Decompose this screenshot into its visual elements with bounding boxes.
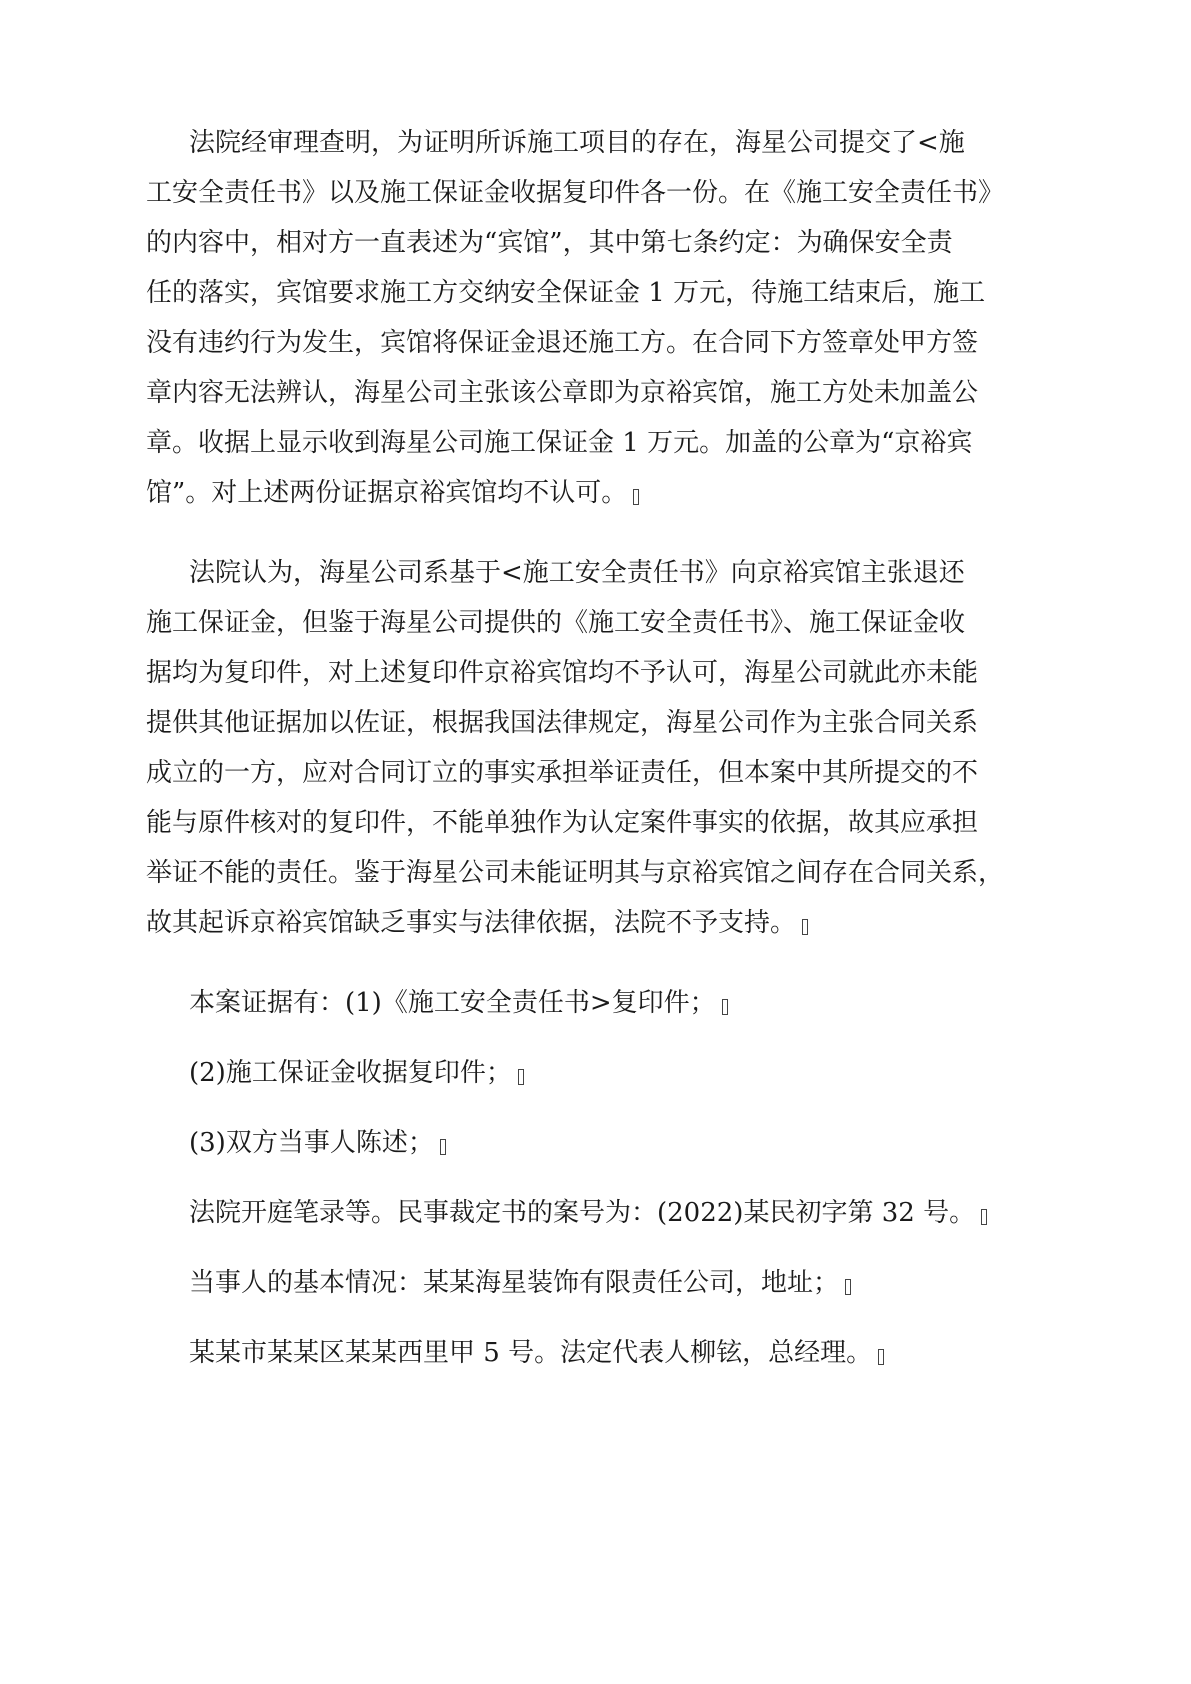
paragraph-line-last bbox=[146, 478, 639, 508]
evidence-item-1 bbox=[189, 988, 728, 1018]
paragraph-line: 章。收据上显示收到海星公司施工保证金 1 万元。加盖的公章为“京裕宾 bbox=[146, 428, 973, 458]
evidence-text: 本案证据有：(1)《施工安全责任书>复印件； bbox=[189, 988, 716, 1018]
address-line bbox=[189, 1338, 884, 1368]
address-text: 某某市某某区某某西里甲 5 号。法定代表人柳铉，总经理。 bbox=[189, 1338, 873, 1368]
court-record-text: 法院开庭笔录等。民事裁定书的案号为：(2022)某民初字第 32 号。 bbox=[189, 1198, 976, 1228]
paragraph-line-last bbox=[146, 908, 808, 938]
paragraph-line: 法院经审理查明，为证明所诉施工项目的存在，海星公司提交了<施 bbox=[189, 128, 965, 158]
evidence-text: (2)施工保证金收据复印件； bbox=[189, 1058, 512, 1088]
paragraph-line-text: 故其起诉京裕宾馆缺乏事实与法律依据，法院不予支持。 bbox=[146, 908, 797, 938]
paragraph-mark-icon bbox=[633, 489, 639, 505]
paragraph-mark-icon bbox=[518, 1069, 524, 1085]
paragraph-line: 成立的一方，应对合同订立的事实承担举证责任，但本案中其所提交的不 bbox=[146, 758, 979, 788]
paragraph-mark-icon bbox=[802, 919, 808, 935]
paragraph-line: 据均为复印件，对上述复印件京裕宾馆均不予认可，海星公司就此亦未能 bbox=[146, 658, 979, 688]
paragraph-line: 工安全责任书》以及施工保证金收据复印件各一份。在《施工安全责任书》 bbox=[146, 178, 1005, 208]
paragraph-line: 施工保证金，但鉴于海星公司提供的《施工安全责任书》、施工保证金收 bbox=[146, 608, 966, 638]
paragraph-mark-icon bbox=[878, 1349, 884, 1365]
paragraph-line-text: 馆”。对上述两份证据京裕宾馆均不认可。 bbox=[146, 478, 628, 508]
paragraph-line: 能与原件核对的复印件，不能单独作为认定案件事实的依据，故其应承担 bbox=[146, 808, 979, 838]
paragraph-line: 举证不能的责任。鉴于海星公司未能证明其与京裕宾馆之间存在合同关系， bbox=[146, 858, 1005, 888]
paragraph-line: 章内容无法辨认，海星公司主张该公章即为京裕宾馆，施工方处未加盖公 bbox=[146, 378, 979, 408]
paragraph-line: 提供其他证据加以佐证，根据我国法律规定，海星公司作为主张合同关系 bbox=[146, 708, 979, 738]
paragraph-line: 没有违约行为发生，宾馆将保证金退还施工方。在合同下方签章处甲方签 bbox=[146, 328, 979, 358]
evidence-item-2 bbox=[189, 1058, 524, 1088]
paragraph-line: 任的落实，宾馆要求施工方交纳安全保证金 1 万元，待施工结束后，施工 bbox=[146, 278, 986, 308]
paragraph-mark-icon bbox=[981, 1209, 987, 1225]
evidence-text: (3)双方当事人陈述； bbox=[189, 1128, 434, 1158]
evidence-item-3 bbox=[189, 1128, 446, 1158]
court-record-line bbox=[189, 1198, 987, 1228]
paragraph-line: 法院认为，海星公司系基于<施工安全责任书》向京裕宾馆主张退还 bbox=[189, 558, 965, 588]
paragraph-mark-icon bbox=[440, 1139, 446, 1155]
paragraph-mark-icon bbox=[845, 1279, 851, 1295]
party-info-line bbox=[189, 1268, 851, 1298]
party-info-text: 当事人的基本情况：某某海星装饰有限责任公司，地址； bbox=[189, 1268, 840, 1298]
paragraph-mark-icon bbox=[722, 999, 728, 1015]
paragraph-line: 的内容中，相对方一直表述为“宾馆”，其中第七条约定：为确保安全责 bbox=[146, 228, 953, 258]
